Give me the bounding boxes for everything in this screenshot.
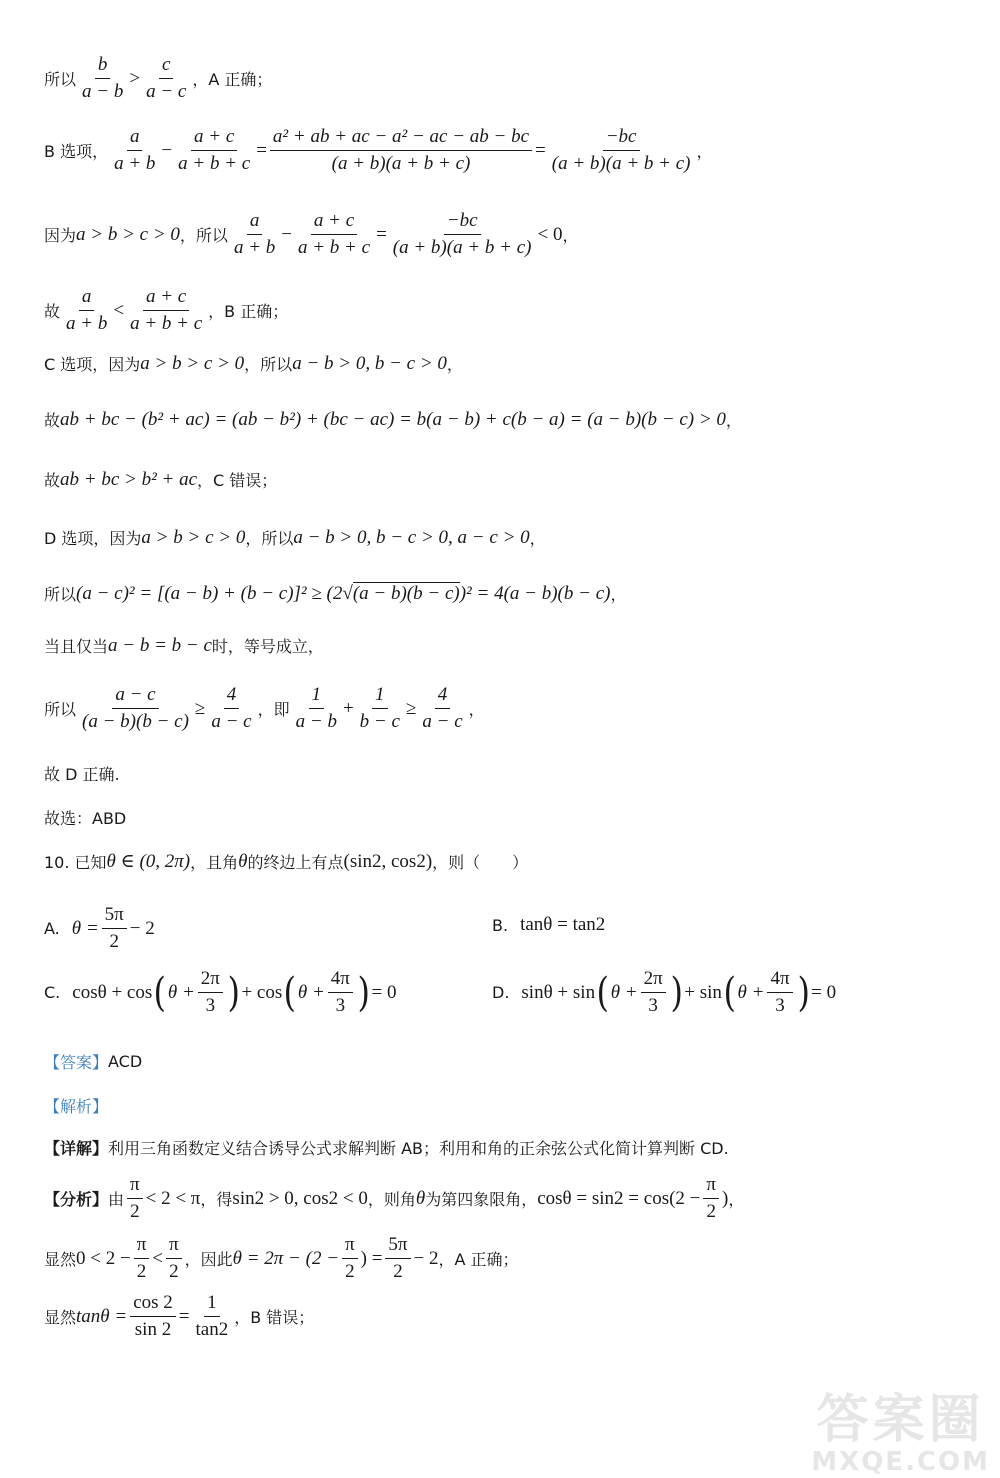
denominator: a − c	[422, 711, 463, 732]
fraction	[390, 208, 535, 261]
analysis-tag: 【解析】	[44, 1097, 109, 1116]
operator: =	[256, 139, 267, 161]
numerator: 5π	[102, 902, 127, 929]
left-paren: (	[283, 969, 297, 1016]
numerator: a	[127, 124, 143, 151]
solution-line-c-derivation	[44, 408, 970, 431]
denominator: a − b	[82, 81, 124, 102]
fraction	[79, 682, 192, 735]
option-b	[492, 914, 605, 936]
fraction	[143, 52, 189, 105]
math: θ ∈ (0, 2π)	[106, 851, 191, 872]
numerator: a	[247, 208, 263, 235]
numerator: 4	[435, 682, 451, 709]
solution-line-a	[44, 52, 970, 105]
math: cosθ = sin2 = cos(2 −	[537, 1187, 701, 1209]
denominator: 3	[648, 995, 658, 1016]
fraction	[767, 966, 792, 1019]
analysis-step-2	[44, 1232, 970, 1285]
math: a − b > 0, b − c > 0	[292, 352, 447, 374]
numerator: π	[134, 1232, 150, 1259]
analysis-step-1	[44, 1172, 970, 1225]
math: ab + bc − (b² + ac) = (ab − b²) + (bc − ac) = b(a − b) + c(b − a) = (a − b)(b − c) > 0	[60, 408, 726, 430]
math: θ +	[737, 981, 765, 1003]
numerator: 5π	[385, 1232, 410, 1259]
math: ab + bc > b² + ac	[60, 468, 198, 490]
fraction	[63, 284, 110, 337]
denominator: sin 2	[134, 1319, 172, 1340]
text: D 选项，因为	[44, 529, 142, 548]
math: a > b > c > 0	[140, 352, 245, 374]
math: sinθ + sin	[521, 981, 596, 1003]
math: < 2 < π	[145, 1187, 201, 1209]
fraction	[385, 1232, 410, 1285]
text: 显然	[44, 1250, 77, 1269]
math: θ =	[71, 917, 99, 939]
text: ，所以	[179, 226, 228, 245]
operator: −	[161, 139, 173, 161]
numerator: a + c	[191, 124, 237, 151]
numerator: a + c	[143, 284, 189, 311]
detail-text: 利用三角函数定义结合诱导公式求解判断 AB；利用和角的正余弦公式化简计算判断 CD.	[108, 1139, 729, 1158]
math: tanθ =	[76, 1305, 128, 1327]
math: − 2	[413, 1247, 439, 1269]
denominator: a − b	[295, 711, 337, 732]
watermark-logo	[811, 1392, 990, 1476]
fraction	[270, 124, 532, 177]
fenxi-tag: 【分析】	[44, 1190, 109, 1209]
operator: ≥	[194, 697, 206, 719]
text: 由	[108, 1190, 125, 1209]
numerator: b	[95, 52, 111, 79]
numerator: c	[159, 52, 173, 79]
solution-line-d-final: 故 D 正确.	[44, 765, 120, 784]
left-paren: (	[596, 969, 610, 1016]
numerator: 4π	[767, 966, 792, 993]
question-10-stem	[44, 850, 970, 873]
numerator: 4π	[328, 966, 353, 993]
denominator: (a − b)(b − c)	[82, 711, 189, 732]
option-label: A.	[44, 919, 60, 938]
denominator: 3	[205, 995, 216, 1016]
left-paren: (	[723, 969, 736, 1016]
fraction	[208, 682, 254, 735]
option-d	[492, 966, 836, 1019]
fraction	[79, 52, 126, 105]
math: cosθ + cos	[72, 981, 153, 1003]
fraction	[328, 966, 353, 1019]
numerator: a + c	[311, 208, 357, 235]
denominator: a + b	[233, 237, 276, 258]
text: ，所以	[244, 355, 293, 374]
operator: =	[376, 223, 387, 245]
text: ，则角	[367, 1190, 416, 1209]
text: C 选项，因为	[44, 355, 141, 374]
text: ，B 错误；	[234, 1308, 315, 1327]
sqrt-radicand: (a − b)(b − c)	[352, 583, 460, 604]
text: ，所以	[245, 529, 294, 548]
text: ，	[468, 700, 485, 719]
denominator: a − c	[146, 81, 187, 102]
operator: <	[113, 299, 125, 321]
fraction	[127, 284, 205, 337]
operator: −	[281, 223, 292, 245]
text: ，A 正确；	[438, 1250, 519, 1269]
fraction	[641, 966, 666, 1019]
math: θ	[415, 1187, 426, 1209]
operator: +	[342, 697, 354, 719]
math: a − b > 0, b − c > 0, a − c > 0	[293, 526, 530, 548]
math: + sin	[684, 981, 722, 1003]
numerator: a	[79, 284, 95, 311]
solution-line-d-inequality	[44, 582, 970, 605]
text: 故	[44, 411, 61, 430]
option-label: C.	[44, 983, 61, 1002]
denominator: a + b + c	[130, 313, 203, 334]
text: 为第四象限角，	[425, 1190, 538, 1209]
fraction	[175, 124, 253, 177]
fraction	[198, 966, 223, 1019]
math: = 0	[811, 981, 837, 1003]
text: ，	[529, 529, 546, 548]
denominator: 2	[169, 1261, 179, 1282]
fraction	[293, 682, 340, 735]
numerator: cos 2	[130, 1290, 176, 1317]
option-a	[44, 902, 155, 955]
denominator: a + b + c	[297, 237, 371, 258]
text: 故	[44, 471, 61, 490]
fraction	[127, 1172, 143, 1225]
solution-line-c-conclusion	[44, 468, 970, 491]
right-paren: )	[797, 969, 810, 1016]
math: )² = 4(a − b)(b − c)	[459, 582, 611, 604]
text: 显然	[44, 1308, 77, 1327]
left-paren: (	[153, 969, 167, 1016]
text: 当且仅当	[44, 637, 109, 656]
text: ，	[728, 1190, 745, 1209]
denominator: 2	[130, 1201, 140, 1222]
solution-line-b-conclusion	[44, 284, 970, 337]
sqrt-icon: √	[342, 582, 353, 604]
math: a > b > c > 0	[76, 223, 180, 245]
numerator: a² + ab + ac − a² − ac − ab − bc	[270, 124, 532, 151]
watermark-line-2: MXQE.COM	[811, 1447, 990, 1477]
math: ) =	[360, 1247, 383, 1269]
denominator: a + b	[114, 153, 156, 174]
watermark-line-1: 答案圈	[816, 1390, 985, 1450]
text: 所以	[44, 70, 77, 89]
math: )	[721, 1187, 729, 1209]
text: ，	[696, 142, 713, 161]
text: 所以	[44, 585, 77, 604]
operator: >	[129, 67, 141, 89]
fraction	[134, 1232, 150, 1285]
text: ，	[610, 585, 627, 604]
text: ，即	[257, 700, 290, 719]
numerator: 2π	[198, 966, 223, 993]
text: 所以	[44, 700, 77, 719]
denominator: 2	[706, 1201, 716, 1222]
math: θ +	[297, 981, 325, 1003]
math: − 2	[129, 917, 155, 939]
text: ，A 正确；	[192, 70, 273, 89]
denominator: tan2	[195, 1319, 229, 1340]
fraction	[166, 1232, 182, 1285]
solution-line-d-option	[44, 526, 970, 549]
math: tanθ = tan2	[520, 914, 606, 935]
option-label: D.	[492, 983, 510, 1002]
denominator: 2	[109, 931, 119, 952]
math: a − b = b − c	[108, 634, 212, 656]
math: (sin2, cos2)	[343, 850, 433, 872]
numerator: π	[127, 1172, 143, 1199]
numerator: 4	[224, 682, 240, 709]
math: θ	[238, 850, 248, 872]
denominator: a − c	[211, 711, 252, 732]
option-c	[44, 966, 396, 1019]
text: 故	[44, 302, 61, 321]
numerator: −bc	[603, 124, 640, 151]
math: θ = 2π − (2 −	[232, 1247, 340, 1269]
solution-line-b-reason	[44, 208, 970, 261]
solution-line-d-result	[44, 682, 970, 735]
fraction	[193, 1290, 232, 1343]
operator: ≥	[405, 697, 417, 719]
answer-tag: 【答案】	[44, 1053, 109, 1072]
solution-line-b-option	[44, 124, 970, 177]
denominator: (a + b)(a + b + c)	[551, 153, 691, 174]
option-label: B.	[492, 915, 509, 935]
fraction	[130, 1290, 176, 1343]
text: ，且角	[190, 853, 239, 872]
math: (a − c)² = [(a − b) + (b − c)]² ≥ (2	[76, 582, 343, 604]
denominator: (a + b)(a + b + c)	[331, 153, 471, 174]
denominator: (a + b)(a + b + c)	[392, 237, 532, 258]
fraction	[295, 208, 373, 261]
fraction	[419, 682, 465, 735]
numerator: 2π	[641, 966, 666, 993]
operator: =	[535, 139, 546, 161]
text: ，则（ ）	[432, 853, 529, 872]
text: B 选项，	[44, 142, 109, 161]
detail-line	[44, 1136, 970, 1159]
denominator: 2	[393, 1261, 403, 1282]
fraction	[357, 682, 403, 735]
math: + cos	[241, 981, 283, 1003]
answer-line	[44, 1050, 970, 1073]
math: 0 < 2 −	[76, 1247, 131, 1269]
text: ，因此	[184, 1250, 233, 1269]
denominator: a + b + c	[178, 153, 251, 174]
right-paren: )	[670, 969, 683, 1016]
math: θ +	[167, 981, 195, 1003]
math: a > b > c > 0	[141, 526, 246, 548]
text: ，B 正确；	[208, 302, 289, 321]
numerator: π	[342, 1232, 358, 1259]
fraction	[102, 902, 127, 955]
numerator: a − c	[112, 682, 158, 709]
denominator: 3	[775, 995, 785, 1016]
denominator: 3	[335, 995, 346, 1016]
math: < 0	[537, 223, 563, 245]
math: θ +	[610, 981, 638, 1003]
text: ，	[725, 411, 742, 430]
text: 因为	[44, 226, 77, 245]
answer-value: ACD	[108, 1052, 143, 1071]
math: sin2 > 0, cos2 < 0	[232, 1187, 368, 1209]
numerator: 1	[372, 682, 388, 709]
fraction	[549, 124, 694, 177]
numerator: −bc	[444, 208, 481, 235]
right-paren: )	[357, 969, 370, 1016]
math: = 0	[371, 981, 397, 1003]
text: ，C 错误；	[197, 471, 278, 490]
fraction	[342, 1232, 358, 1285]
analysis-line	[44, 1094, 970, 1117]
fraction	[703, 1172, 719, 1225]
question-number: 10. 已知	[44, 853, 107, 872]
denominator: b − c	[359, 711, 400, 732]
text: ，	[562, 226, 579, 245]
numerator: π	[703, 1172, 719, 1199]
fraction	[111, 124, 158, 177]
text: 的终边上有点	[247, 853, 344, 872]
text: 时，等号成立，	[211, 637, 324, 656]
solution-line-d-equality	[44, 634, 970, 657]
choose-answer-line: 故选：ABD	[44, 809, 127, 828]
denominator: 2	[345, 1261, 355, 1282]
numerator: 1	[309, 682, 325, 709]
numerator: 1	[204, 1290, 220, 1317]
fraction	[231, 208, 278, 261]
text: ，	[446, 355, 463, 374]
solution-line-c-option	[44, 352, 970, 375]
detail-tag: 【详解】	[44, 1139, 109, 1158]
text: ，得	[200, 1190, 233, 1209]
numerator: π	[166, 1232, 182, 1259]
math: <	[152, 1247, 164, 1269]
right-paren: )	[227, 969, 240, 1016]
denominator: a + b	[66, 313, 108, 334]
analysis-step-3	[44, 1290, 970, 1343]
math: =	[178, 1305, 190, 1327]
denominator: 2	[136, 1261, 147, 1282]
